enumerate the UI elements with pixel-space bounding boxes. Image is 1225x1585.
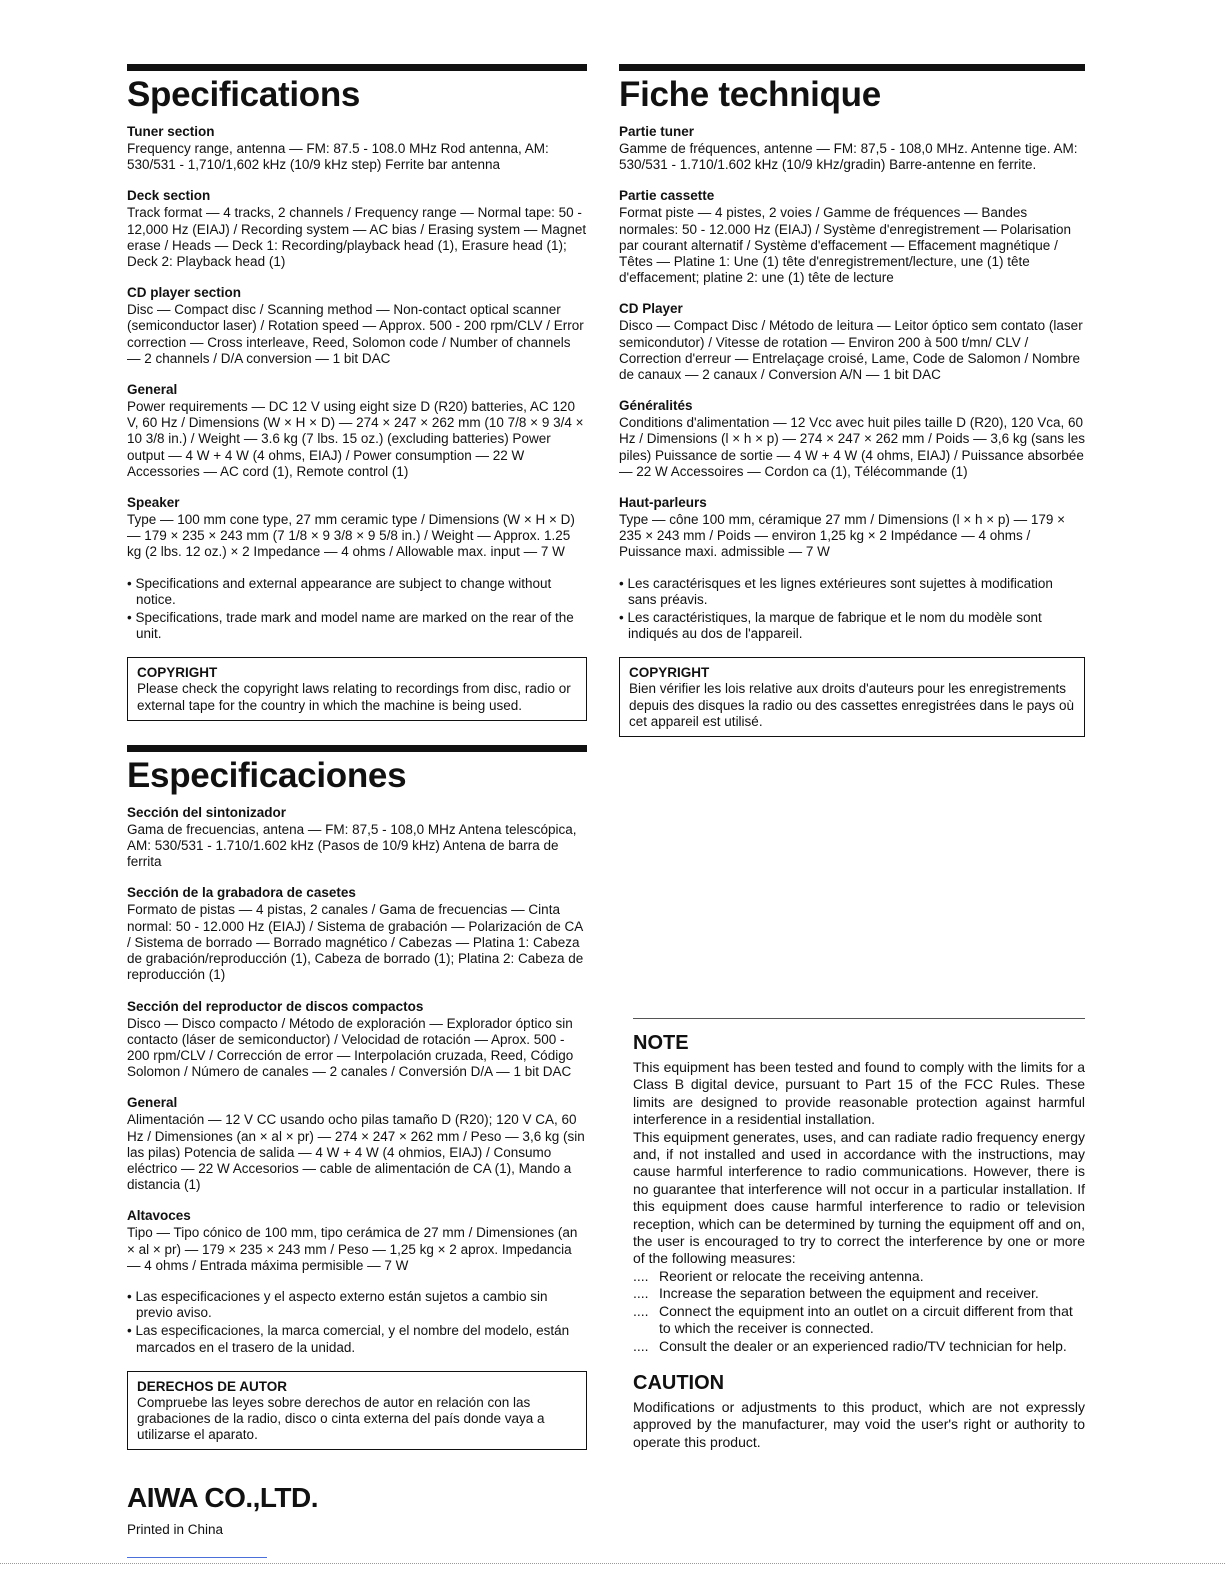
section-text: Gama de frecuencias, antena — FM: 87,5 - 108,0 MHz Antena telescópica, AM: 530/531 - 1.710/1.602 kHz (Pasos de 10/9 kHz) Antena de barra de ferrita [127,821,577,870]
note-paragraph: This equipment has been tested and found to comply with the limits for a Class B digital device, pursuant to Part 15 of the FCC Rules. These limits are designed to provide reasonable protection against harmful interference in a residential installation. [633,1059,1085,1128]
section-text: Disco — Compact Disc / Método de leitura — Leitor óptico sem contato (laser semicondutor) / Vitesse de rotation — Environ 200 à 500 t/mn/ CLV / Correction d'erreur — Entrelaçage croisé, Lame, Code de Salomon / Nombre de canaux — 2 canaux / Conversion A/N — 1 bit DAC [619,318,1083,383]
spec-section-tuner [127,124,587,173]
note-item: • Les caractérisques et les lignes extérieures sont sujettes à modification sans préavis. [619,575,1053,607]
note-item: • Las especificaciones y el aspecto externo están sujetos a cambio sin previo aviso. [127,1288,548,1321]
section-heading: Deck section [127,188,211,204]
copyright-box [127,657,587,720]
copyright-title: COPYRIGHT [137,665,218,681]
section-heading: Tuner section [127,124,215,139]
fr-section-tuner [619,124,1085,173]
section-text: Alimentación — 12 V CC usando ocho pilas tamaño D (R20); 120 V CA, 60 Hz / Dimensiones (an × al × pr) — 274 × 247 × 262 mm / Peso — 3,6 kg (sin las pilas) Potencia de salida — 4 W + 4 W (4 ohmios, EIAJ) / Consumo eléctrico — 22 W Accesorios — cable de alimentación de CA (1), Mando a distancia (1) [127,1112,585,1193]
section-heading: CD Player [619,301,683,317]
measure-text: Consult the dealer or an experienced radio/TV technician for help. [659,1337,1067,1354]
section-heading: Sección de la grabadora de casetes [127,885,356,901]
measure-text: Reorient or relocate the receiving antenna. [659,1267,924,1284]
measure-text: Connect the equipment into an outlet on a circuit different from that to which the receiver is connected. [659,1302,1073,1337]
section-heading: General [127,1095,178,1111]
note-item: • Les caractéristiques, la marque de fabrique et le nom du modèle sont indiqués au dos de l'appareil. [619,610,1042,642]
heading-rule [127,745,587,752]
section-text: Frequency range, antenna — FM: 87.5 - 108.0 MHz Rod antenna, AM: 530/531 - 1,710/1,602 kHz (10/9 kHz step) Ferrite bar antenna [127,141,549,173]
section-heading: Haut-parleurs [619,495,707,511]
section-text: Conditions d'alimentation — 12 Vcc avec huit piles taille D (R20), 120 Vca, 60 Hz / Dimensions (l × h × p) — 274 × 247 × 262 mm / Poids — 3,6 kg (sans les piles) Puissance de sortie — 4 W + 4 W (4 ohms, EIAJ) / Puissance absorbée — 22 W Accessoires — Cordon ca (1), Télécommande (1) [619,415,1085,479]
section-heading: Sección del reproductor de discos compactos [127,998,424,1014]
section-heading: Altavoces [127,1208,191,1224]
printed-in: Printed in China [127,1522,224,1538]
copyright-text: Please check the copyright laws relating to recordings from disc, radio or external tape for the country in which the machine is being used. [137,681,571,713]
section-heading: Partie tuner [619,124,695,139]
fr-section-general [619,398,1085,480]
section-text: Formato de pistas — 4 pistas, 2 canales / Gama de frecuencias — Cinta normal: 50 - 12.000 Hz (EIAJ) / Sistema de grabación — Polarización de CA / Sistema de borrado — Borrado magnético / Cabezas — Platina 1: Cabeza de grabación/reproducción (1), Cabeza de borrado (1); Platina 2: Cabeza de reproducción (1) [127,902,584,983]
measure-dots: .... [633,1302,649,1319]
note-item: • Specifications, trade mark and model name are marked on the rear of the unit. [127,610,574,642]
section-text: Track format — 4 tracks, 2 channels / Frequency range — Normal tape: 50 - 12,000 Hz (EIAJ) / Recording system — AC bias / Erasing system — Magnet erase / Heads — Deck 1: Recording/playback head (1), Erasure head (1); Deck 2: Playback head (1) [127,205,587,270]
spec-section-cd [127,285,587,367]
section-text: Disco — Disco compacto / Método de exploración — Explorador óptico sin contacto (láser de semiconductor) / Velocidad de rotación — Aprox. 500 - 200 rpm/CLV / Corrección de error — Interpolación cruzada, Reed, Código Solomon / Número de canales — 2 canales / Conversión D/A — 1 bit DAC [127,1015,574,1080]
caution-text: Modifications or adjustments to this product, which are not expressly approved by the manufacturer, may void the user's right or authority to operate this product. [633,1398,1085,1450]
section-text: Disc — Compact disc / Scanning method — Non-contact optical scanner (semiconductor laser) / Rotation speed — Approx. 500 - 200 rpm/CLV / Error correction — Cross interleave, Reed, Solomon code / Number of channels — 2 channels / D/A conversion — 1 bit DAC [127,302,584,366]
section-text: Type — cône 100 mm, céramique 27 mm / Dimensions (l × h × p) — 179 × 235 × 243 mm / Poids — environ 1,25 kg × 2 Impédance — 4 ohms / Puissance maxi. admissible — 7 W [619,512,1066,560]
fr-notes [619,576,1085,643]
measure-item [633,1303,1085,1338]
es-section-cd [127,999,587,1081]
section-heading: General [127,382,178,398]
copyright-title: COPYRIGHT [629,665,710,681]
spec-section-deck [127,188,587,270]
section-text: Type — 100 mm cone type, 27 mm ceramic type / Dimensions (W × H × D) — 179 × 235 × 243 mm (7 1/8 × 9 3/8 × 9 5/8 in.) / Weight — Approx. 1.25 kg (2 lbs. 12 oz.) × 2 Impedance — 4 ohms / Allowable max. input — 7 W [127,512,575,560]
derechos-box [127,1371,587,1451]
especificaciones-title: Especificaciones [127,755,407,795]
specifications-title: Specifications [127,75,361,114]
fr-section-cd [619,301,1085,383]
fr-copyright-box [619,657,1085,737]
es-notes [127,1289,587,1356]
right-column [619,64,1085,737]
es-section-speakers [127,1208,587,1274]
bottom-link-line [127,1557,267,1558]
note-item: • Las especificaciones, la marca comercial, y el nombre del modelo, están marcados en el trasero de la unidad. [127,1323,570,1355]
note-paragraph: This equipment generates, uses, and can radiate radio frequency energy and, if not installed and used in accordance with the instructions, may cause harmful interference to radio communications. However, there is no guarantee that interference will not occur in a particular installation. If this equipment does cause harmful interference to radio or television reception, which can be determined by turning the equipment off and on, the user is encouraged to try to correct the interference by one or more of the following measures: [633,1128,1085,1267]
copyright-title: DERECHOS DE AUTOR [137,1378,288,1394]
section-text: Format piste — 4 pistes, 2 voies / Gamme de fréquences — Bandes normales: 50 - 12.000 Hz (EIAJ) / Système d'enregistrement — Polarisation par courant alternatif / Système d'effacement — Effacement magnétique / Têtes — Platine 1: Une (1) tête d'enregistrement/lecture, une (1) tête d'effacement; platine 2: une (1) tête de lecture [619,205,1072,286]
section-text: Gamme de fréquences, antenne — FM: 87,5 - 108,0 MHz. Antenne tige. AM: 530/531 - 1.710/1.602 kHz (10/9 kHz/gradin) Barre-antenne en ferrite. [619,141,1078,173]
fiche-title: Fiche technique [619,75,881,114]
copyright-text: Compruebe las leyes sobre derechos de autor en relación con las grabaciones de la radio, disco o cinta externa del país donde vaya a utilizarse el aparato. [137,1394,545,1443]
spec-section-speaker [127,495,587,561]
section-text: Power requirements — DC 12 V using eight size D (R20) batteries, AC 120 V, 60 Hz / Dimensions (W × H × D) — 274 × 247 × 262 mm (10 7/8 × 9 3/4 × 10 3/8 in.) / Weight — 3.6 kg (7 lbs. 15 oz.) (excluding batteries) Power output — 4 W + 4 W (4 ohms, EIAJ) / Power consumption — 22 W Accessories — AC cord (1), Remote control (1) [127,399,584,479]
measure-dots: .... [633,1337,649,1354]
measure-dots: .... [633,1267,649,1284]
es-section-tuner [127,805,587,871]
fr-section-speakers [619,495,1085,561]
caution-title: CAUTION [633,1371,725,1394]
section-heading: Généralités [619,398,693,414]
fcc-note-column [633,1018,1085,1451]
left-column [127,64,587,1538]
measure-item [633,1338,1085,1355]
section-text: Tipo — Tipo cónico de 100 mm, tipo cerámica de 27 mm / Dimensiones (an × al × pr) — 179 × 235 × 243 mm / Peso — 1,25 kg × 2 aprox. Impedancia — 4 ohms / Entrada máxima permisible — 7 W [127,1225,578,1273]
section-heading: Partie cassette [619,188,715,204]
company-name: AIWA CO.,LTD. [127,1482,319,1514]
es-section-general [127,1095,587,1193]
es-section-deck [127,885,587,983]
section-heading: Sección del sintonizador [127,804,287,820]
section-heading: Speaker [127,495,180,511]
note-title: NOTE [633,1032,689,1054]
note-rule [633,1018,1085,1019]
measure-item [633,1268,1085,1285]
measures-list [633,1268,1085,1355]
measure-text: Increase the separation between the equipment and receiver. [659,1285,1039,1302]
fr-section-cassette [619,188,1085,286]
measure-dots: .... [633,1285,649,1302]
section-heading: CD player section [127,285,242,301]
spec-notes [127,576,587,643]
measure-item [633,1285,1085,1302]
heading-rule [619,64,1085,71]
heading-rule [127,64,587,71]
copyright-text: Bien vérifier les lois relative aux droits d'auteurs pour les enregistrements depuis des disques la radio ou des cassettes enregistrées dans le pays où cet appareil est utilisé. [629,681,1075,729]
page-bottom-line [0,1563,1225,1564]
note-item: • Specifications and external appearance are subject to change without notice. [127,575,552,607]
spec-section-general [127,382,587,480]
